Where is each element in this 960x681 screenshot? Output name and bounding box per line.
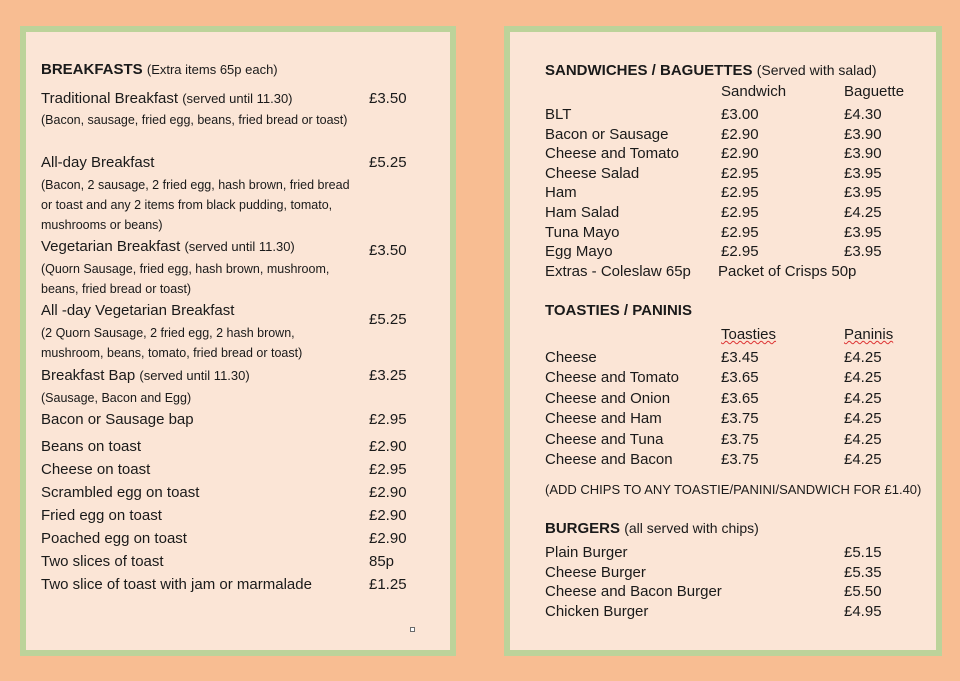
burger-price: £5.50 <box>844 583 882 601</box>
menu-item-name: Cheese on toast <box>41 461 151 478</box>
column-header-paninis: Paninis <box>844 326 894 343</box>
menu-item-description: (Bacon, sausage, fried egg, beans, fried bread or toast) <box>41 113 348 127</box>
sandwich-price: £2.90 <box>721 145 759 163</box>
baguette-price: £3.95 <box>844 223 882 241</box>
menu-item-description: (Sausage, Bacon and Egg) <box>41 391 192 405</box>
sandwich-name: Cheese Salad <box>545 164 640 182</box>
sandwich-name: Tuna Mayo <box>545 223 620 241</box>
sandwich-price: £2.95 <box>721 223 759 241</box>
sandwich-name: Cheese and Tomato <box>545 145 679 163</box>
sandwich-name: BLT <box>545 106 572 123</box>
toastie-price: £3.75 <box>721 410 759 428</box>
panini-price: £4.25 <box>844 451 882 468</box>
burger-price: £5.35 <box>844 563 882 581</box>
chips-note: (ADD CHIPS TO ANY TOASTIE/PANINI/SANDWICH FOR £1.40) <box>545 482 922 497</box>
sandwich-price: £2.95 <box>721 243 759 261</box>
menu-item-name: Scrambled egg on toast <box>41 484 200 501</box>
menu-item-price: £5.25 <box>369 154 407 171</box>
burger-name: Cheese and Bacon Burger <box>545 583 722 601</box>
menu-item-price: £2.90 <box>369 507 407 524</box>
sandwich-price: £2.90 <box>721 125 759 143</box>
sandwiches-heading <box>545 62 877 79</box>
toastie-name: Cheese and Bacon <box>545 451 673 468</box>
panini-price: £4.25 <box>844 389 882 407</box>
menu-item-price: 85p <box>369 553 395 570</box>
toastie-price: £3.65 <box>721 389 759 407</box>
baguette-price: £3.95 <box>844 164 882 182</box>
menu-item-price: £3.25 <box>369 367 407 384</box>
baguette-price: £3.95 <box>844 184 882 202</box>
item-title: Vegetarian Breakfast <box>41 238 181 255</box>
toasties-heading: TOASTIES / PANINIS <box>545 302 692 319</box>
menu-item-description: (Quorn Sausage, fried egg, hash brown, mushroom, beans, fried bread or toast) <box>41 262 330 296</box>
toastie-name: Cheese and Tuna <box>545 430 664 448</box>
sandwich-name: Ham <box>545 184 577 202</box>
item-note: (served until 11.30) <box>184 239 295 254</box>
toastie-name: Cheese <box>545 349 597 366</box>
item-title: All-day Breakfast <box>41 154 155 171</box>
sandwich-name: Egg Mayo <box>545 243 613 261</box>
menu-item-price: £2.90 <box>369 530 407 547</box>
extras-coleslaw: Extras - Coleslaw 65p <box>545 263 691 280</box>
sandwich-price: £2.95 <box>721 184 759 202</box>
menu-item-description: (Bacon, 2 sausage, 2 fried egg, hash brown, fried bread or toast and any 2 items from black pudding, tomato, mushrooms or beans) <box>41 178 350 232</box>
menu-item-name: Beans on toast <box>41 438 142 455</box>
baguette-price: £4.25 <box>844 204 882 221</box>
sandwich-name: Bacon or Sausage <box>545 125 669 143</box>
menu-item-price: £2.90 <box>369 438 407 455</box>
panini-price: £4.25 <box>844 349 882 366</box>
baguette-price: £3.90 <box>844 145 882 163</box>
sandwich-price: £2.95 <box>721 164 759 182</box>
baguette-price: £3.90 <box>844 125 882 143</box>
toastie-price: £3.65 <box>721 369 759 387</box>
burger-name: Chicken Burger <box>545 602 649 620</box>
menu-item-price: £3.50 <box>369 90 407 107</box>
burgers-heading <box>545 520 759 537</box>
burger-name: Plain Burger <box>545 544 628 561</box>
column-header-baguette: Baguette <box>844 83 905 100</box>
burger-price: £5.15 <box>844 544 882 561</box>
menu-item-price: £2.90 <box>369 484 407 501</box>
burger-price: £4.95 <box>844 602 882 620</box>
item-title: All -day Vegetarian Breakfast <box>41 302 235 319</box>
toastie-name: Cheese and Ham <box>545 410 662 428</box>
breakfasts-title: BREAKFASTS <box>41 61 143 78</box>
panini-price: £4.25 <box>844 430 882 448</box>
panini-price: £4.25 <box>844 369 882 387</box>
toastie-price: £3.75 <box>721 430 759 448</box>
menu-item-description: (2 Quorn Sausage, 2 fried egg, 2 hash brown, mushroom, beans, tomato, fried bread or toast) <box>41 326 303 360</box>
menu-item-name <box>41 238 295 255</box>
menu-item-name: Two slice of toast with jam or marmalade <box>41 576 312 593</box>
item-note: (served until 11.30) <box>139 368 250 383</box>
baguette-price: £4.30 <box>844 106 882 123</box>
burgers-title: BURGERS <box>545 520 621 537</box>
menu-item-price: £1.25 <box>369 576 407 593</box>
item-title: Traditional Breakfast <box>41 90 179 107</box>
sandwich-price: £2.95 <box>721 204 759 221</box>
menu-item-name: Two slices of toast <box>41 553 164 570</box>
sandwich-name: Ham Salad <box>545 204 620 221</box>
toastie-name: Cheese and Onion <box>545 389 671 407</box>
toastie-name: Cheese and Tomato <box>545 369 679 387</box>
column-header-toasties: Toasties <box>721 326 777 343</box>
burger-name: Cheese Burger <box>545 563 646 581</box>
menu-item-price: £2.95 <box>369 461 407 478</box>
menu-item-name <box>41 154 154 171</box>
toastie-price: £3.75 <box>721 451 759 468</box>
item-title: Breakfast Bap <box>41 367 136 384</box>
burgers-note: (all served with chips) <box>624 520 759 536</box>
menu-item-name: Poached egg on toast <box>41 530 187 547</box>
column-header-sandwich: Sandwich <box>721 83 787 100</box>
panini-price: £4.25 <box>844 410 882 428</box>
resize-handle[interactable] <box>410 627 415 632</box>
menu-item-name: Bacon or Sausage bap <box>41 411 194 428</box>
item-note: (served until 11.30) <box>182 91 293 106</box>
menu-item-name <box>41 90 293 107</box>
toastie-price: £3.45 <box>721 349 759 366</box>
breakfasts-note: (Extra items 65p each) <box>146 62 278 77</box>
sandwich-price: £3.00 <box>721 106 759 123</box>
menu-item-name: Fried egg on toast <box>41 507 162 524</box>
menu-item-name <box>41 302 234 319</box>
menu-item-price: £3.50 <box>369 242 407 259</box>
breakfasts-heading <box>41 61 278 78</box>
extras-crisps: Packet of Crisps 50p <box>718 263 857 280</box>
menu-item-price: £5.25 <box>369 311 407 328</box>
sandwiches-title: SANDWICHES / BAGUETTES <box>545 62 753 79</box>
menu-item-price: £2.95 <box>369 411 407 428</box>
menu-item-name <box>41 367 250 384</box>
sandwiches-note: (Served with salad) <box>756 62 877 78</box>
baguette-price: £3.95 <box>844 243 882 261</box>
